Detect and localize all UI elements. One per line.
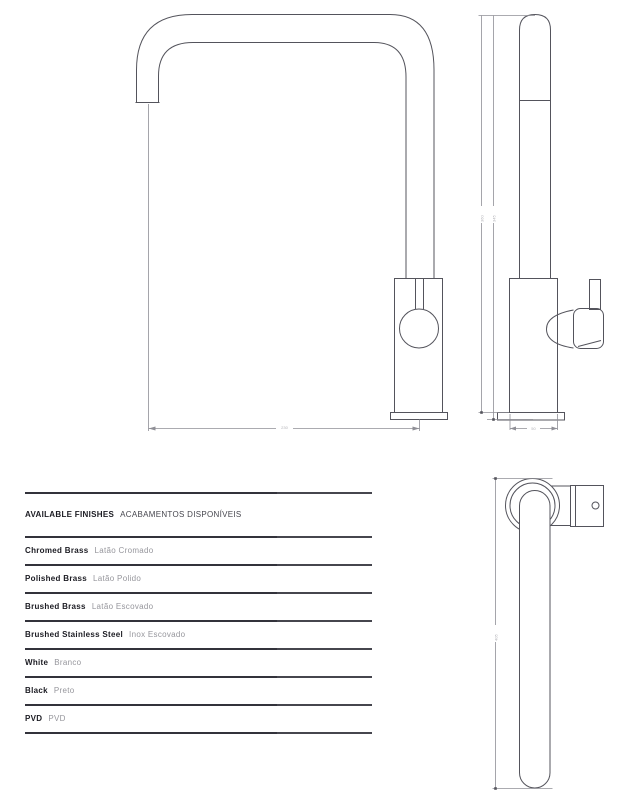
finish-row-white: [25, 649, 372, 677]
top-lever-pin: [592, 502, 599, 509]
finish-cell: [25, 648, 277, 678]
top-spout-pill: [520, 491, 551, 789]
finish-name-pt: PVD: [48, 713, 66, 723]
finish-cell: [25, 620, 277, 650]
finish-name-en: White: [25, 657, 49, 667]
finish-row-brushed-stainless-steel: [25, 621, 372, 649]
finish-name-en: Polished Brass: [25, 573, 88, 583]
front-base: [391, 413, 448, 420]
side-lever-stick: [590, 280, 601, 310]
finish-name-pt: Preto: [53, 685, 75, 695]
top-view-drawing: [506, 479, 604, 789]
top-length-dim-label: 405: [493, 634, 499, 641]
front-view-dimensions: [149, 104, 420, 431]
finish-row-spacer: [277, 704, 372, 734]
finish-row-spacer: [277, 620, 372, 650]
finish-name-en: Black: [25, 685, 48, 695]
side-lever-body: [574, 309, 604, 349]
finish-row-chromed-brass: [25, 537, 372, 565]
side-body-diameter-dim-label: 50: [531, 426, 536, 431]
finishes-header-en: AVAILABLE FINISHES: [25, 509, 115, 519]
finishes-header-pt: ACABAMENTOS DISPONÍVEIS: [120, 509, 242, 519]
side-height-spout-dim-label: 345: [491, 215, 497, 222]
side-lever-detail: [578, 341, 601, 347]
finish-cell: [25, 592, 277, 622]
side-view-dimensions: [479, 16, 558, 432]
finishes-header-cell: [25, 492, 277, 538]
finishes-table: [25, 493, 372, 733]
front-spout-inner: [159, 43, 407, 279]
finish-row-brushed-brass: [25, 593, 372, 621]
side-base: [498, 413, 565, 421]
finishes-header-row: [25, 493, 372, 537]
finish-name-pt: Latão Escovado: [91, 601, 154, 611]
finish-cell: [25, 536, 277, 566]
side-body: [510, 279, 558, 413]
finish-name-en: Chromed Brass: [25, 545, 89, 555]
finish-row-polished-brass: [25, 565, 372, 593]
finish-row-spacer: [277, 564, 372, 594]
front-handle-circle: [400, 309, 439, 348]
side-spout-tube: [520, 15, 551, 279]
finish-row-pvd: [25, 705, 372, 733]
finish-row-spacer: [277, 536, 372, 566]
side-handle-escutcheon: [547, 310, 574, 348]
finish-row-spacer: [277, 592, 372, 622]
finish-name-pt: Inox Escovado: [129, 629, 186, 639]
finish-name-pt: Latão Cromado: [94, 545, 154, 555]
finish-name-pt: Latão Polido: [93, 573, 142, 583]
front-projection-dim-label: 230: [281, 425, 288, 430]
finish-name-pt: Branco: [54, 657, 82, 667]
front-spout-outer: [137, 15, 435, 279]
finish-name-en: Brushed Stainless Steel: [25, 629, 124, 639]
finish-cell: [25, 704, 277, 734]
finishes-header-spacer: [277, 492, 372, 538]
finish-row-spacer: [277, 648, 372, 678]
finish-cell: [25, 564, 277, 594]
finish-row-black: [25, 677, 372, 705]
side-view-drawing: [498, 15, 604, 421]
finish-row-spacer: [277, 676, 372, 706]
front-view-drawing: [136, 15, 448, 420]
finish-name-en: Brushed Brass: [25, 601, 86, 611]
side-height-total-dim-label: 360: [479, 215, 485, 222]
finish-name-en: PVD: [25, 713, 43, 723]
finish-cell: [25, 676, 277, 706]
